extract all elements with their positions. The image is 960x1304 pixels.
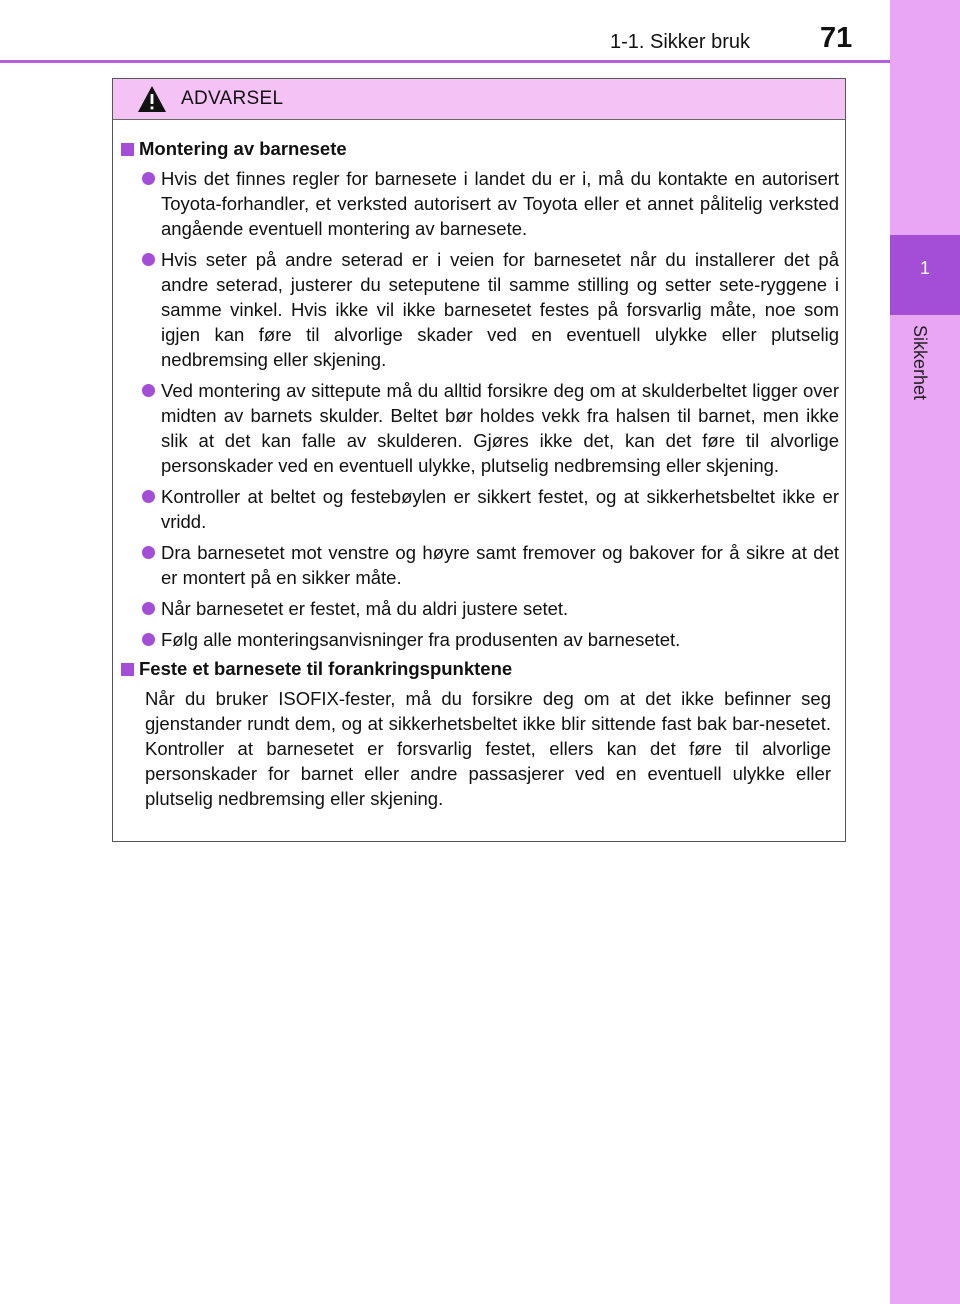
warning-box xyxy=(112,78,846,842)
list-item-text: Dra barnesetet mot venstre og høyre samt fremover og bakover for å sikre at det er montert på en sikker måte. xyxy=(161,542,839,588)
section-heading-text: Montering av barnesete xyxy=(139,138,347,159)
warning-title: ADVARSEL xyxy=(181,88,284,109)
round-bullet-icon xyxy=(142,253,155,266)
list-item xyxy=(121,627,839,652)
list-item-text: Hvis seter på andre seterad er i veien for barnesetet når du installerer det på andre seterad, justerer du seteputene til samme stilling og setter sete-ryggene i samme vinkel. Hvis ikke vil ikke barnesetet festes på forsvarlig måte, noe som igjen kan føre til alvorlige skader ved en eventuell ulykke eller plutselig nedbremsing eller skjening. xyxy=(161,249,839,370)
list-item xyxy=(121,484,839,534)
chapter-label: Sikkerhet xyxy=(910,325,930,401)
round-bullet-icon xyxy=(142,633,155,646)
list-item xyxy=(121,596,839,621)
list-item-text: Kontroller at beltet og festebøylen er sikkert festet, og at sikkerhetsbeltet ikke er vridd. xyxy=(161,486,839,532)
list-item xyxy=(121,166,839,241)
list-item-text: Følg alle monteringsanvisninger fra produsenten av barnesetet. xyxy=(161,629,681,650)
list-item-text: Ved montering av sittepute må du alltid forsikre deg om at skulderbeltet ligger over midten av barnets skulder. Beltet bør holdes vekk fra halsen til barnet, men ikke slik at det kan falle av skulderen. Gjøres ikke det, kan det føre til alvorlige personskader ved en eventuell ulykke, plutselig nedbremsing eller skjening. xyxy=(161,380,839,476)
page-number: 71 xyxy=(820,22,853,54)
round-bullet-icon xyxy=(142,172,155,185)
square-bullet-icon xyxy=(121,663,134,676)
round-bullet-icon xyxy=(142,384,155,397)
warning-triangle-icon xyxy=(137,85,167,113)
section-heading-montering xyxy=(121,138,839,160)
warning-header xyxy=(113,79,845,120)
list-item xyxy=(121,540,839,590)
section-paragraph: Når du bruker ISOFIX-fester, må du forsikre deg om at det ikke befinner seg gjenstander rundt dem, og at sikkerhetsbeltet ikke blir sittende fast bak bar-nesetet. Kontroller at barnesetet er forsvarlig festet, ellers kan det føre til alvorlige personskader for barnet eller andre passasjerer ved en eventuell ulykke eller plutselig nedbremsing eller skjening. xyxy=(145,688,831,809)
list-item xyxy=(121,378,839,478)
list-item-text: Hvis det finnes regler for barnesete i landet du er i, må du kontakte en autorisert Toyota-forhandler, et verksted autorisert av Toyota eller et annet pålitelig verksted angående eventuell montering av barnesete. xyxy=(161,168,839,239)
warning-body xyxy=(113,120,845,811)
chapter-number: 1 xyxy=(919,258,930,278)
round-bullet-icon xyxy=(142,546,155,559)
section-heading-feste xyxy=(121,658,839,680)
header-rule xyxy=(0,60,890,63)
square-bullet-icon xyxy=(121,143,134,156)
round-bullet-icon xyxy=(142,490,155,503)
round-bullet-icon xyxy=(142,602,155,615)
list-item-text: Når barnesetet er festet, må du aldri justere setet. xyxy=(161,598,569,619)
section-title: 1-1. Sikker bruk xyxy=(610,31,751,53)
list-item xyxy=(121,247,839,372)
section-heading-text: Feste et barnesete til forankringspunktene xyxy=(139,658,513,679)
side-tab xyxy=(890,0,960,1304)
